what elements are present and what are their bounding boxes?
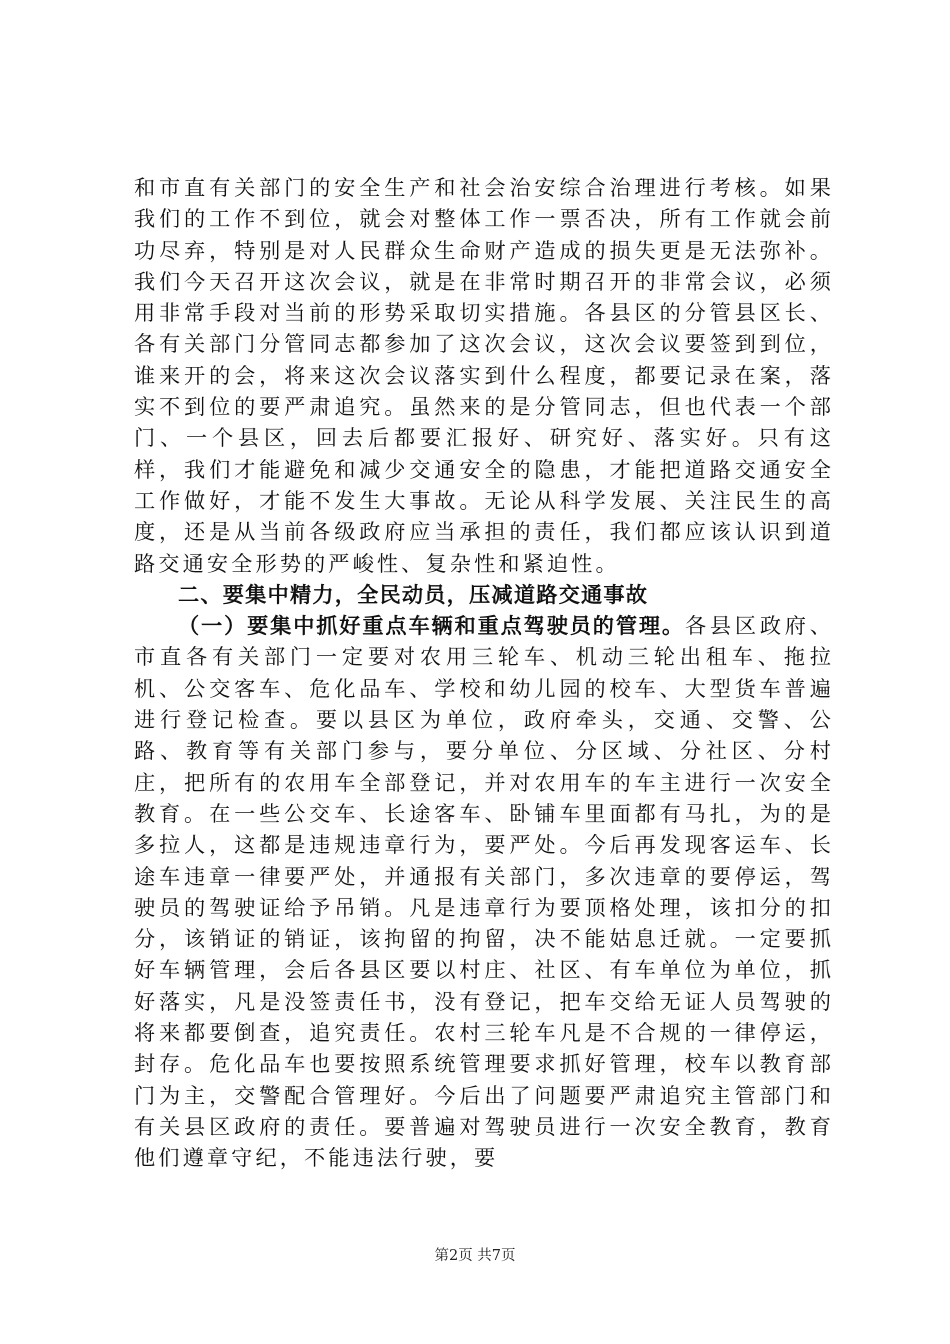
subsection-lead: （一）要集中抓好重点车辆和重点驾驶员的管理。 — [178, 613, 685, 639]
section-heading: 二、要集中精力，全民动员，压减道路交通事故 — [178, 581, 649, 607]
body-paragraph: 和市直有关部门的安全生产和社会治安综合治理进行考核。如果我们的工作不到位，就会对整体工作一票否决，所有工作就会前功尽弃，特别是对人民群众生命财产造成的损失更是无法弥补。我们今天召开这次会议，就是在非常时期召开的非常会议，必须用非常手段对当前的形势采取切实措施。各县区的分管县区长、各有关部门分管同志都参加了这次会议，这次会议要签到到位，谁来开的会，将来这次会议落实到什么程度，都要记录在案，落实不到位的要严肃追究。虽然来的是分管同志，但也代表一个部门、一个县区，回去后都要汇报好、研究好、落实好。只有这样，我们才能避免和减少交通安全的隐患，才能把道路交通安全工作做好，才能不发生大事故。无论从科学发展、关注民生的高度，还是从当前各级政府应当承担的责任，我们都应该认识到道路交通安全形势的严峻性、复杂性和紧迫性。 — [134, 175, 834, 576]
page-footer — [0, 1244, 950, 1265]
page-number-label: 第2页 共7页 — [434, 1248, 516, 1264]
subsection-paragraph — [134, 610, 834, 1173]
document-body — [134, 172, 834, 1174]
subsection-text: 各县区政府、市直各有关部门一定要对农用三轮车、机动三轮出租车、拖拉机、公交客车、危化品车、学校和幼儿园的校车、大型货车普遍进行登记检查。要以县区为单位，政府牵头，交通、交警、公路、教育等有关部门参与，要分单位、分区域、分社区、分村庄，把所有的农用车全部登记，并对农用车的车主进行一次安全教育。在一些公交车、长途客车、卧铺车里面都有马扎，为的是多拉人，这都是违规违章行为，要严处。今后再发现客运车、长途车违章一律要严处，并通报有关部门，多次违章的要停运，驾驶员的驾驶证给予吊销。凡是违章行为要顶格处理，该扣分的扣分，该销证的销证，该拘留的拘留，决不能姑息迁就。一定要抓好车辆管理，会后各县区要以村庄、社区、有车单位为单位，抓好落实，凡是没签责任书，没有登记，把车交给无证人员驾驶的将来都要倒查，追究责任。农村三轮车凡是不合规的一律停运，封存。危化品车也要按照系统管理要求抓好管理，校车以教育部门为主，交警配合管理好。今后出了问题要严肃追究主管部门和有关县区政府的责任。要普遍对驾驶员进行一次安全教育，教育他们遵章守纪，不能违法行驶，要 — [134, 613, 834, 1171]
